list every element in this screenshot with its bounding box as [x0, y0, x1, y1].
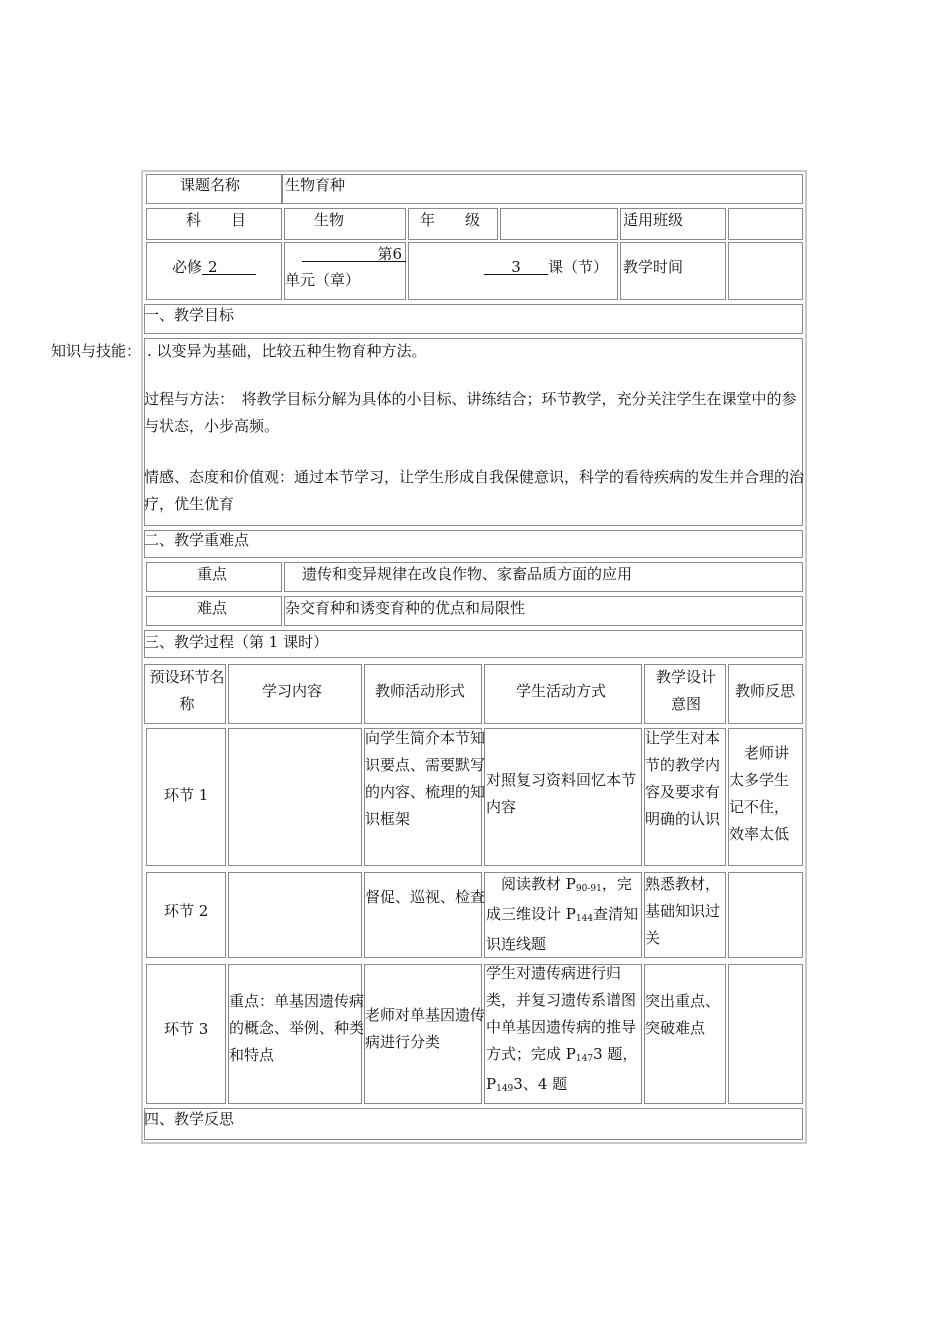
stage1-content-cell: [228, 728, 362, 866]
difficult-text: 杂交育种和诱变育种的优点和局限性: [285, 599, 526, 617]
col-header-reflection: 教师反思: [735, 682, 796, 700]
knowledge-label: 知识与技能：: [51, 342, 142, 360]
difficult-label: 难点: [197, 599, 228, 617]
module-prefix: 必修: [172, 258, 203, 276]
stage2-student: [486, 871, 640, 958]
stage3-reflection-cell: [728, 964, 803, 1104]
emotion-text: 情感、态度和价值观：通过本节学习，让学生形成自我保健意识，科学的看待疾病的发生并合理的治疗，优生优育: [144, 468, 805, 513]
objectives-title: 一、教学目标: [144, 306, 235, 324]
knowledge-text: . 以变异为基础，比较五种生物育种方法。: [147, 342, 427, 360]
stage1-teacher: 向学生简介本节知识要点、需要默写的内容、梳理的知识框架: [365, 729, 486, 828]
stage2-student-part-b: ，完成三维设计 P: [486, 875, 632, 923]
col-header-teacher: 教师活动形式: [375, 682, 466, 700]
stage2-student-part-a: 阅读教材 P: [486, 875, 576, 893]
module-text: [172, 254, 256, 280]
reflection-section-title: 四、教学反思: [144, 1110, 235, 1128]
reflection-section-cell: [144, 1108, 803, 1140]
class-value-cell: [728, 208, 803, 240]
stage3-student-part-a: 学生对遗传病进行归类，并复习遗传系谱图中单基因遗传病的推导方式；完成 P: [486, 964, 637, 1063]
stage2-content-cell: [228, 872, 362, 958]
stage3-student: [486, 960, 640, 1101]
subject-value: 生物: [314, 211, 345, 229]
stage3-student-sub-b: 149: [496, 1084, 514, 1094]
key-text: 遗传和变异规律在改良作物、家畜品质方面的应用: [302, 565, 633, 583]
stage1-name: 环节 1: [164, 786, 209, 804]
stage1-reflection: 老师讲太多学生记不住，效率太低: [729, 744, 790, 843]
grade-value-cell: [500, 208, 618, 240]
stage2-teacher: 督促、巡视、检查: [365, 888, 486, 906]
time-value-cell: [728, 242, 803, 300]
stage3-content: 重点：单基因遗传病的概念、举例、种类和特点: [229, 992, 365, 1064]
subject-label: 科 目: [186, 211, 247, 229]
unit-suffix: 单元（章）: [285, 271, 361, 289]
stage3-student-sub-a: 147: [575, 1054, 594, 1064]
topic-value: 生物育种: [285, 176, 346, 194]
class-label: 适用班级: [623, 211, 684, 229]
lesson-blank: [484, 254, 548, 275]
stage1-student: 对照复习资料回忆本节内容: [486, 771, 637, 816]
key-label: 重点: [197, 565, 228, 583]
stage3-teacher: 老师对单基因遗传病进行分类: [365, 1006, 486, 1051]
unit-value: 6: [392, 245, 402, 263]
process-method-text: 过程与方法： 将教学目标分解为具体的小目标、讲练结合；环节教学，充分关注学生在课堂中的参与状态，小步高频。: [144, 390, 797, 435]
stage3-name: 环节 3: [164, 1020, 209, 1038]
stage2-student-sub-a: 90-91: [575, 884, 602, 894]
subject-value-cell: [284, 208, 406, 240]
time-label: 教学时间: [623, 258, 684, 276]
stage2-intent: 熟悉教材，基础知识过关: [645, 875, 721, 947]
module-value: 2: [208, 258, 218, 276]
lesson-value: 3: [511, 258, 521, 276]
unit-line-1: [302, 241, 406, 267]
stage2-reflection-cell: [728, 872, 803, 958]
stage2-student-part-c: 查清知识连线题: [486, 905, 639, 953]
stage3-student-part-b: 3 题，P: [486, 1045, 638, 1093]
unit-prefix: 第: [377, 245, 393, 263]
stage3-student-part-c: 3、4 题: [513, 1075, 568, 1093]
stage2-name: 环节 2: [164, 902, 209, 920]
stage3-intent: 突出重点、突破难点: [645, 992, 721, 1037]
col-header-intent: 教学设计意图: [655, 668, 716, 713]
stage2-student-sub-b: 144: [575, 914, 594, 924]
topic-label: 课题名称: [180, 176, 241, 194]
col-header-stage: 预设环节名称: [149, 668, 225, 713]
objectives-title-cell: [144, 304, 803, 334]
col-header-content: 学习内容: [262, 682, 323, 700]
process-title: 三、教学过程（第 1 课时）: [144, 633, 329, 651]
module-value-blank: [202, 254, 256, 275]
topic-value-cell: [282, 174, 803, 204]
stage1-intent: 让学生对本节的教学内容及要求有明确的认识: [645, 729, 721, 828]
lesson-text: [484, 254, 608, 280]
unit-blank: [302, 241, 406, 262]
grade-label: 年 级: [420, 211, 481, 229]
lesson-suffix: 课（节）: [548, 258, 609, 276]
keypoints-title: 二、教学重难点: [144, 531, 250, 549]
col-header-student: 学生活动方式: [516, 682, 607, 700]
